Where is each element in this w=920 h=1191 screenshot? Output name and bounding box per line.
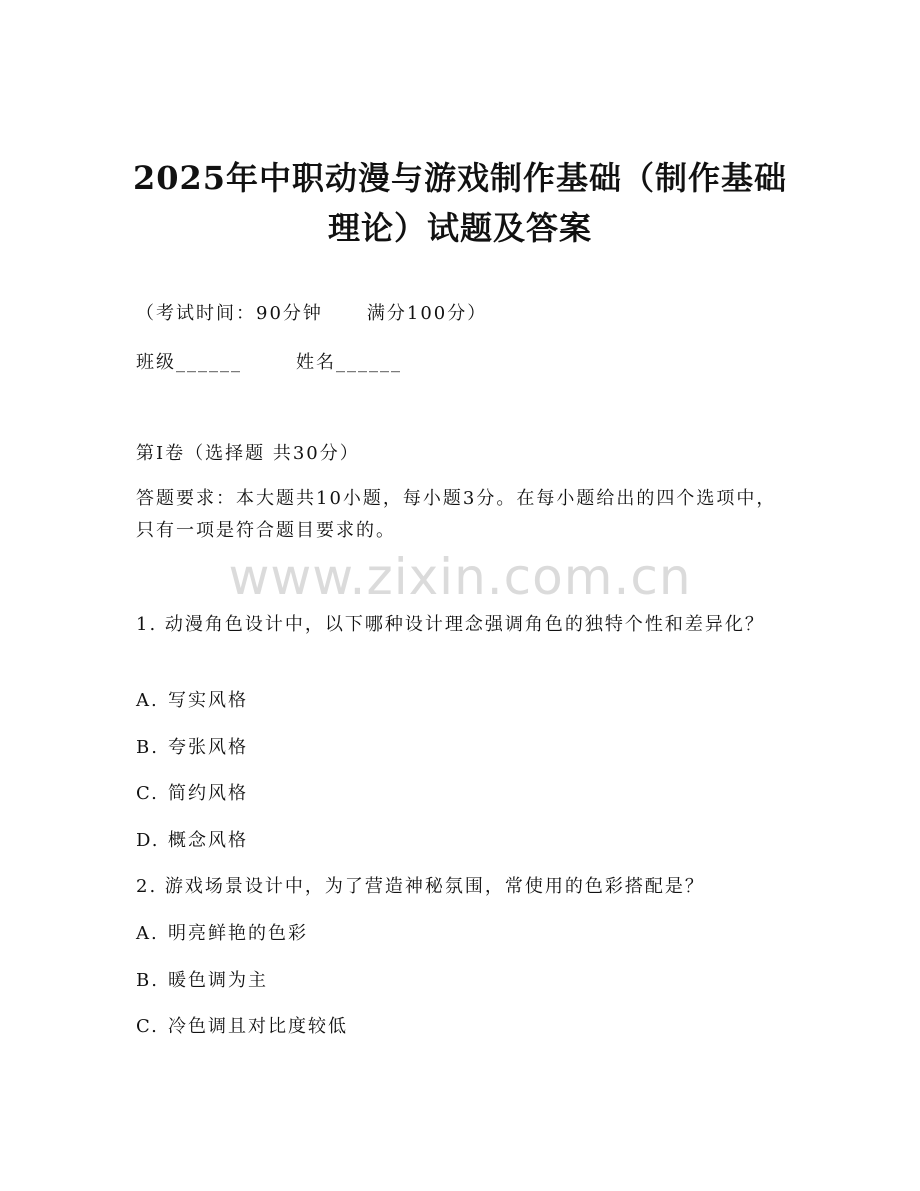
question-1-option-d (136, 828, 248, 854)
option-text: 暖色调为主 (168, 970, 268, 991)
option-label: C. (136, 1016, 159, 1037)
document-title-line-2: 理论）试题及答案 (327, 209, 592, 247)
option-label: A. (136, 690, 159, 711)
question-1-stem: 1. 动漫角色设计中，以下哪种设计理念强调角色的独特个性和差异化？ (136, 614, 765, 635)
option-text: 概念风格 (168, 830, 248, 851)
option-text: 夸张风格 (168, 737, 248, 758)
option-label: B. (136, 970, 159, 991)
question-1-option-b (136, 735, 248, 761)
question-2-option-b (136, 968, 268, 994)
option-text: 冷色调且对比度较低 (168, 1016, 348, 1037)
name-field-label: 姓名______ (296, 352, 402, 373)
option-label: C. (136, 783, 159, 804)
document-title-line-1: 2025年中职动漫与游戏制作基础（制作基础 (132, 159, 788, 197)
exam-info (136, 301, 487, 327)
question-1-option-a (136, 688, 248, 714)
option-text: 明亮鲜艳的色彩 (168, 923, 308, 944)
option-label: D. (136, 830, 160, 851)
question-1-option-c (136, 781, 248, 807)
student-fields (136, 350, 402, 376)
option-text: 写实风格 (168, 690, 248, 711)
class-field-label: 班级______ (136, 352, 242, 373)
exam-total-score: 满分100分） (366, 303, 488, 324)
section-instructions: 答题要求：本大题共10小题，每小题3分。在每小题给出的四个选项中，只有一项是符合题目要求的。 (136, 488, 777, 541)
watermark: www.zixin.com.cn (228, 548, 692, 606)
exam-time: （考试时间：90分钟 (136, 303, 323, 324)
question-2-stem: 2. 游戏场景设计中，为了营造神秘氛围，常使用的色彩搭配是？ (136, 876, 705, 897)
option-label: B. (136, 737, 159, 758)
section-heading: 第I卷（选择题 共30分） (136, 443, 360, 464)
question-2-option-c (136, 1014, 348, 1040)
option-label: A. (136, 923, 159, 944)
option-text: 简约风格 (168, 783, 248, 804)
question-2-option-a (136, 921, 308, 947)
